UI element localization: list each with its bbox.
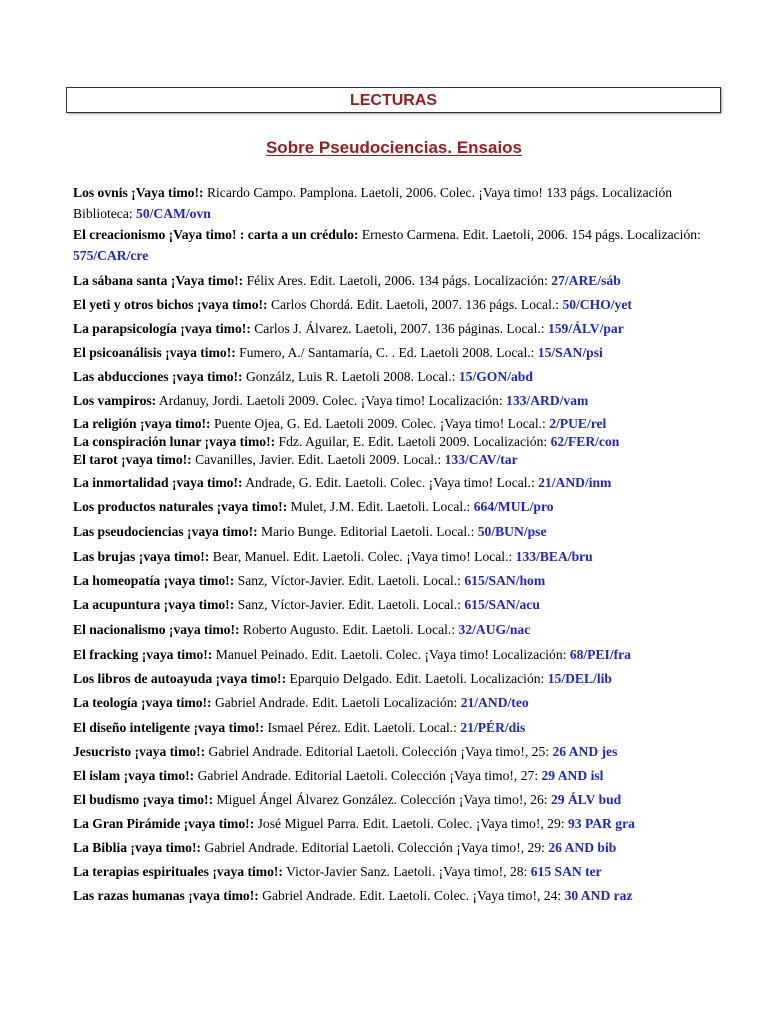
- list-item: [73, 789, 723, 810]
- location-code: 30 AND raz: [564, 888, 633, 903]
- list-item: [73, 619, 723, 640]
- book-details: Andrade, G. Edit. Laetoli. Colec. ¡Vaya timo! Local.:: [242, 475, 539, 490]
- location-code: 26 AND bib: [548, 840, 617, 855]
- book-details: Ricardo Campo. Pamplona. Laetoli, 2006. Colec. ¡Vaya timo! 133 págs. Localización Biblioteca:: [73, 185, 673, 221]
- book-details: Ardanuy, Jordi. Laetoli 2009. Colec. ¡Vaya timo! Localización:: [156, 393, 507, 408]
- book-title: La religión ¡vaya timo!:: [73, 416, 211, 431]
- book-title: La teología ¡vaya timo!:: [73, 695, 212, 710]
- location-code: 159/ÁLV/par: [547, 321, 624, 336]
- list-item: [73, 521, 723, 542]
- page-title: LECTURAS: [349, 92, 438, 109]
- book-details: Miguel Ángel Álvarez González. Colección ¡Vaya timo!, 26:: [213, 792, 551, 807]
- book-title: La terapias espirituales ¡vaya timo!:: [73, 864, 283, 879]
- location-code: 615/SAN/hom: [464, 573, 546, 588]
- list-item: [73, 668, 723, 689]
- book-title: Las razas humanas ¡vaya timo!:: [73, 888, 259, 903]
- location-code: 21/AND/teo: [460, 695, 529, 710]
- book-title: Los libros de autoayuda ¡vaya timo!:: [73, 671, 287, 686]
- book-details: Manuel Peinado. Edit. Laetoli. Colec. ¡Vaya timo! Localización:: [212, 647, 570, 662]
- book-details: José Miguel Parra. Edit. Laetoli. Colec. ¡Vaya timo!, 29:: [254, 816, 568, 831]
- book-title: El budismo ¡vaya timo!:: [73, 792, 214, 807]
- list-item: [73, 366, 723, 387]
- location-code: 21/PÉR/dis: [460, 720, 526, 735]
- list-item: [73, 837, 723, 858]
- list-item: [73, 861, 723, 882]
- location-code: 133/ARD/vam: [506, 393, 589, 408]
- header-box: [66, 87, 721, 113]
- location-code: 15/SAN/psi: [537, 345, 603, 360]
- book-title: La parapsicología ¡vaya timo!:: [73, 321, 251, 336]
- book-title: Las abducciones ¡vaya timo!:: [73, 369, 243, 384]
- list-item: [73, 692, 723, 713]
- book-title: El yeti y otros bichos ¡vaya timo!:: [73, 297, 268, 312]
- list-item: [73, 496, 723, 517]
- location-code: 21/AND/inm: [538, 475, 612, 490]
- book-title: La conspiración lunar ¡vaya timo!:: [73, 434, 276, 449]
- book-details: Roberto Augusto. Edit. Laetoli. Local.:: [239, 622, 459, 637]
- book-title: La Biblia ¡vaya timo!:: [73, 840, 202, 855]
- book-title: El diseño inteligente ¡vaya timo!:: [73, 720, 265, 735]
- book-details: Eparquio Delgado. Edit. Laetoli. Localización:: [286, 671, 548, 686]
- location-code: 62/FER/con: [550, 434, 620, 449]
- book-title: Los productos naturales ¡vaya timo!:: [73, 499, 288, 514]
- section-subtitle: [0, 138, 768, 158]
- book-details: Carlos Chordá. Edit. Laetoli, 2007. 136 págs. Local.:: [267, 297, 563, 312]
- location-code: 15/DEL/lib: [547, 671, 612, 686]
- location-code: 50/CHO/yet: [562, 297, 632, 312]
- book-details: Mulet, J.M. Edit. Laetoli. Local.:: [287, 499, 474, 514]
- book-details: Fdz. Aguilar, E. Edit. Laetoli 2009. Localización:: [275, 434, 551, 449]
- list-item: [73, 472, 723, 493]
- list-item: [73, 270, 723, 291]
- location-code: 29 AND isl: [541, 768, 604, 783]
- location-code: 93 PAR gra: [567, 816, 635, 831]
- list-item: [73, 644, 723, 665]
- location-code: 615 SAN ter: [530, 864, 602, 879]
- book-details: Bear, Manuel. Edit. Laetoli. Colec. ¡Vaya timo! Local.:: [209, 549, 516, 564]
- location-code: 664/MUL/pro: [473, 499, 554, 514]
- book-details: Fumero, A./ Santamaría, C. . Ed. Laetoli 2008. Local.:: [235, 345, 538, 360]
- book-title: El nacionalismo ¡vaya timo!:: [73, 622, 240, 637]
- book-title: La acupuntura ¡vaya timo!:: [73, 597, 235, 612]
- book-list: [73, 182, 723, 906]
- book-details: Gabriel Andrade. Editorial Laetoli. Colección ¡Vaya timo!, 25:: [205, 744, 553, 759]
- book-details: Gabriel Andrade. Editorial Laetoli. Colección ¡Vaya timo!, 27:: [194, 768, 542, 783]
- book-title: Jesucristo ¡vaya timo!:: [73, 744, 206, 759]
- book-details: Ismael Pérez. Edit. Laetoli. Local.:: [264, 720, 461, 735]
- book-title: El creacionismo ¡Vaya timo! : carta a un crédulo:: [73, 227, 359, 242]
- location-code: 133/CAV/tar: [444, 452, 518, 467]
- book-title: El psicoanálisis ¡vaya timo!:: [73, 345, 236, 360]
- location-code: 15/GON/abd: [458, 369, 533, 384]
- location-code: 575/CAR/cre: [73, 248, 149, 263]
- list-item: [73, 741, 723, 762]
- location-code: 50/BUN/pse: [477, 524, 547, 539]
- location-code: 68/PEI/fra: [569, 647, 631, 662]
- list-item: [73, 182, 723, 224]
- book-details: Gabriel Andrade. Edit. Laetoli Localización:: [211, 695, 461, 710]
- book-title: La inmortalidad ¡vaya timo!:: [73, 475, 243, 490]
- book-details: Puente Ojea, G. Ed. Laetoli 2009. Colec. ¡Vaya timo! Local.:: [210, 416, 550, 431]
- list-item: [73, 449, 723, 470]
- section-subtitle-text: Sobre Pseudociencias. Ensaios: [265, 138, 523, 157]
- book-details: Félix Ares. Edit. Laetoli, 2006. 134 págs. Localización:: [243, 273, 552, 288]
- list-item: [73, 570, 723, 591]
- list-item: [73, 594, 723, 615]
- list-item: [73, 342, 723, 363]
- book-details: Victor-Javier Sanz. Laetoli. ¡Vaya timo!, 28:: [282, 864, 531, 879]
- book-details: Carlos J. Álvarez. Laetoli, 2007. 136 páginas. Local.:: [250, 321, 548, 336]
- book-title: El tarot ¡vaya timo!:: [73, 452, 192, 467]
- book-details: Cavanilles, Javier. Edit. Laetoli 2009. Local.:: [191, 452, 445, 467]
- book-details: Gabriel Andrade. Edit. Laetoli. Colec. ¡Vaya timo!, 24:: [258, 888, 565, 903]
- book-title: La Gran Pirámide ¡vaya timo!:: [73, 816, 255, 831]
- book-details: Ernesto Carmena. Edit. Laetoli, 2006. 154 págs. Localización:: [358, 227, 701, 242]
- location-code: 133/BEA/bru: [515, 549, 593, 564]
- book-title: El fracking ¡vaya timo!:: [73, 647, 213, 662]
- book-title: Las pseudociencias ¡vaya timo!:: [73, 524, 258, 539]
- list-item: [73, 546, 723, 567]
- location-code: 2/PUE/rel: [549, 416, 607, 431]
- list-item: [73, 717, 723, 738]
- location-code: 29 ÁLV bud: [550, 792, 622, 807]
- location-code: 26 AND jes: [552, 744, 618, 759]
- list-item: [73, 318, 723, 339]
- book-title: La homeopatía ¡vaya timo!:: [73, 573, 235, 588]
- book-details: Sanz, Víctor-Javier. Edit. Laetoli. Local.:: [234, 573, 465, 588]
- book-title: Los vampiros:: [73, 393, 157, 408]
- book-title: Los ovnis ¡Vaya timo!:: [73, 185, 204, 200]
- list-item: [73, 390, 723, 411]
- list-item: [73, 813, 723, 834]
- list-item: [73, 885, 723, 906]
- book-details: Gonzálz, Luis R. Laetoli 2008. Local.:: [242, 369, 459, 384]
- book-title: Las brujas ¡vaya timo!:: [73, 549, 210, 564]
- list-item: [73, 294, 723, 315]
- location-code: 615/SAN/acu: [464, 597, 540, 612]
- location-code: 27/ARE/sáb: [551, 273, 621, 288]
- list-item: [73, 765, 723, 786]
- book-details: Sanz, Víctor-Javier. Edit. Laetoli. Local.:: [234, 597, 465, 612]
- book-details: Gabriel Andrade. Editorial Laetoli. Colección ¡Vaya timo!, 29:: [201, 840, 549, 855]
- book-title: El islam ¡vaya timo!:: [73, 768, 195, 783]
- book-details: Mario Bunge. Editorial Laetoli. Local.:: [257, 524, 478, 539]
- location-code: 32/AUG/nac: [458, 622, 531, 637]
- book-title: La sábana santa ¡Vaya timo!:: [73, 273, 244, 288]
- location-code: 50/CAM/ovn: [136, 206, 211, 221]
- list-item: [73, 224, 723, 266]
